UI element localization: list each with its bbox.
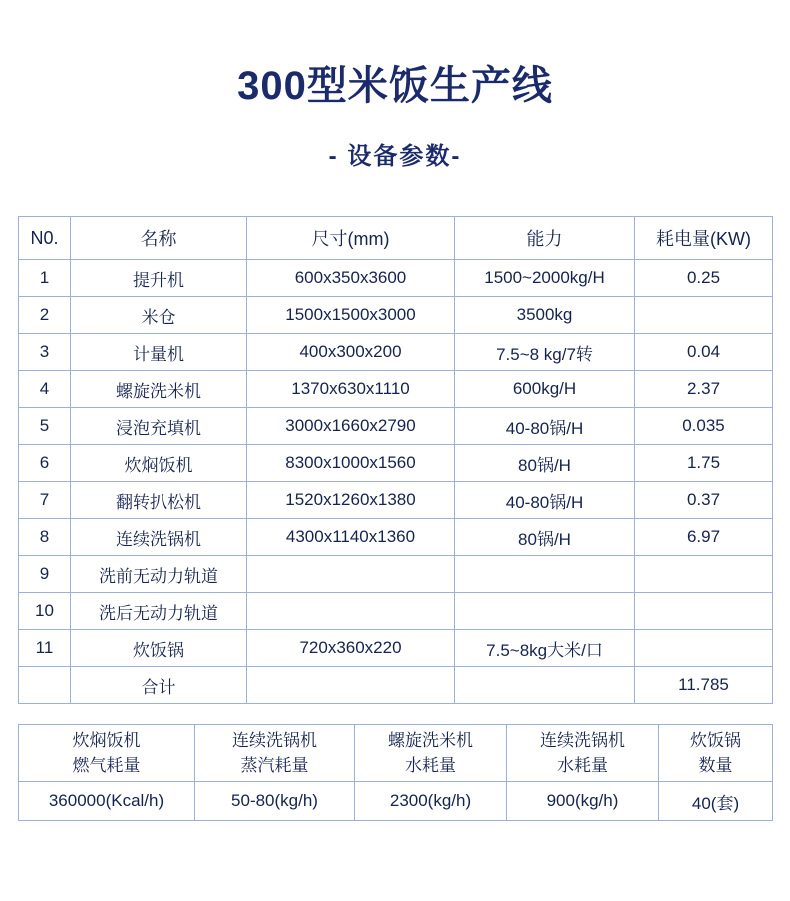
consumption-header-line1: 炊焖饭机	[72, 731, 141, 750]
cell-no: 5	[19, 408, 71, 445]
page-subtitle: - 设备参数-	[328, 143, 462, 170]
cell-capacity: 7.5~8 kg/7转	[455, 334, 635, 371]
table-row	[19, 297, 773, 334]
cell-name: 米仓	[71, 297, 247, 334]
cell-size: 3000x1660x2790	[247, 408, 455, 445]
consumption-header-washer-water	[355, 725, 507, 782]
cell-size: 400x300x200	[247, 334, 455, 371]
table-row	[19, 519, 773, 556]
column-header-power: 耗电量(KW)	[635, 217, 773, 260]
cell-power	[635, 593, 773, 630]
cell-no: 1	[19, 260, 71, 297]
consumption-value-row	[19, 782, 773, 821]
cell-no: 7	[19, 482, 71, 519]
cell-size: 600x350x3600	[247, 260, 455, 297]
cell-no: 2	[19, 297, 71, 334]
cell-capacity	[455, 667, 635, 704]
cell-name: 螺旋洗米机	[71, 371, 247, 408]
cell-name: 炊饭锅	[71, 630, 247, 667]
cell-total-label: 合计	[71, 667, 247, 704]
cell-name: 提升机	[71, 260, 247, 297]
cell-power: 0.04	[635, 334, 773, 371]
cell-name: 炊焖饭机	[71, 445, 247, 482]
column-header-name: 名称	[71, 217, 247, 260]
cell-no	[19, 667, 71, 704]
cell-no: 3	[19, 334, 71, 371]
cell-name: 洗后无动力轨道	[71, 593, 247, 630]
cell-size	[247, 556, 455, 593]
cell-size: 1500x1500x3000	[247, 297, 455, 334]
cell-capacity: 80锅/H	[455, 445, 635, 482]
consumption-header-line2: 数量	[698, 756, 733, 775]
cell-power: 2.37	[635, 371, 773, 408]
page-title: 300型米饭生产线	[237, 64, 553, 108]
cell-name: 洗前无动力轨道	[71, 556, 247, 593]
consumption-header-line2: 燃气耗量	[72, 756, 141, 775]
cell-no: 11	[19, 630, 71, 667]
cell-power: 0.25	[635, 260, 773, 297]
cell-capacity: 80锅/H	[455, 519, 635, 556]
cell-name: 连续洗锅机	[71, 519, 247, 556]
table-row	[19, 334, 773, 371]
table-row	[19, 482, 773, 519]
table-row	[19, 556, 773, 593]
cell-power	[635, 556, 773, 593]
cell-size: 1370x630x1110	[247, 371, 455, 408]
table-row	[19, 408, 773, 445]
consumption-header-line1: 炊饭锅	[690, 731, 741, 750]
consumption-header-steam	[195, 725, 355, 782]
consumption-header-pot-quantity	[659, 725, 773, 782]
table-row	[19, 445, 773, 482]
table-row	[19, 593, 773, 630]
table-row	[19, 260, 773, 297]
cell-capacity: 40-80锅/H	[455, 408, 635, 445]
consumption-header-gas	[19, 725, 195, 782]
cell-size	[247, 667, 455, 704]
cell-capacity: 40-80锅/H	[455, 482, 635, 519]
cell-no: 6	[19, 445, 71, 482]
consumption-header-line1: 连续洗锅机	[232, 731, 317, 750]
cell-power: 0.37	[635, 482, 773, 519]
table-row	[19, 371, 773, 408]
consumption-header-potwasher-water	[507, 725, 659, 782]
table-row	[19, 630, 773, 667]
consumption-header-row	[19, 725, 773, 782]
consumption-value-gas: 360000(Kcal/h)	[19, 782, 195, 821]
consumption-header-line2: 蒸汽耗量	[240, 756, 309, 775]
cell-power: 6.97	[635, 519, 773, 556]
consumption-header-line2: 水耗量	[557, 756, 608, 775]
specifications-table	[18, 216, 773, 704]
table-header-row	[19, 217, 773, 260]
cell-no: 8	[19, 519, 71, 556]
consumption-table	[18, 724, 773, 821]
consumption-value-steam: 50-80(kg/h)	[195, 782, 355, 821]
cell-size: 4300x1140x1360	[247, 519, 455, 556]
cell-name: 浸泡充填机	[71, 408, 247, 445]
cell-capacity: 7.5~8kg大米/口	[455, 630, 635, 667]
cell-power	[635, 630, 773, 667]
cell-size	[247, 593, 455, 630]
cell-power: 0.035	[635, 408, 773, 445]
cell-power: 1.75	[635, 445, 773, 482]
consumption-value-washer-water: 2300(kg/h)	[355, 782, 507, 821]
cell-capacity	[455, 593, 635, 630]
consumption-value-potwasher-water: 900(kg/h)	[507, 782, 659, 821]
cell-capacity: 3500kg	[455, 297, 635, 334]
cell-name: 翻转扒松机	[71, 482, 247, 519]
column-header-size: 尺寸(mm)	[247, 217, 455, 260]
consumption-header-line1: 螺旋洗米机	[388, 731, 473, 750]
column-header-no: N0.	[19, 217, 71, 260]
cell-name: 计量机	[71, 334, 247, 371]
cell-capacity: 600kg/H	[455, 371, 635, 408]
consumption-value-pot-quantity: 40(套)	[659, 782, 773, 821]
cell-size: 8300x1000x1560	[247, 445, 455, 482]
column-header-capacity: 能力	[455, 217, 635, 260]
consumption-header-line1: 连续洗锅机	[540, 731, 625, 750]
cell-size: 1520x1260x1380	[247, 482, 455, 519]
consumption-header-line2: 水耗量	[405, 756, 456, 775]
cell-total-power: 11.785	[635, 667, 773, 704]
cell-capacity	[455, 556, 635, 593]
cell-power	[635, 297, 773, 334]
cell-no: 4	[19, 371, 71, 408]
cell-no: 9	[19, 556, 71, 593]
cell-capacity: 1500~2000kg/H	[455, 260, 635, 297]
cell-no: 10	[19, 593, 71, 630]
cell-size: 720x360x220	[247, 630, 455, 667]
table-row-total	[19, 667, 773, 704]
